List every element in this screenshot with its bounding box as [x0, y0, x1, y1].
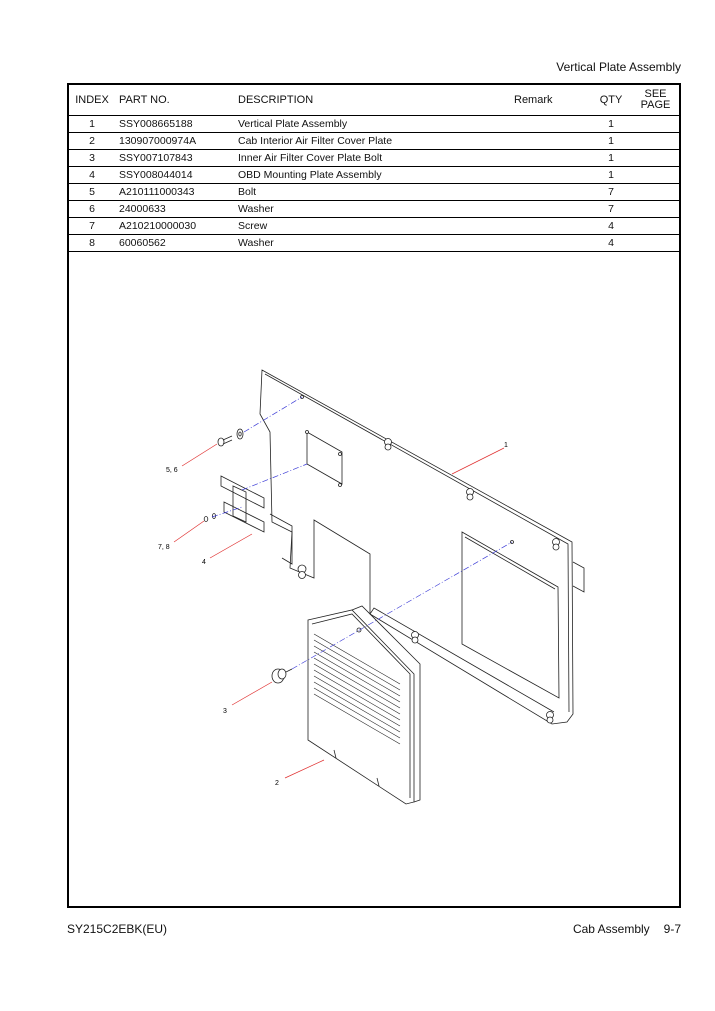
leader-56	[182, 444, 217, 466]
parts-list-frame	[67, 83, 681, 908]
col-header-description: DESCRIPTION	[234, 85, 504, 116]
cell-part-no: 130907000974A	[115, 133, 234, 150]
cell-qty: 7	[590, 184, 632, 201]
cell-description: OBD Mounting Plate Assembly	[234, 167, 504, 184]
cell-index: 2	[69, 133, 115, 150]
leader-1	[452, 448, 504, 474]
callout-2: 2	[275, 780, 279, 787]
cell-index: 8	[69, 235, 115, 252]
cell-description: Cab Interior Air Filter Cover Plate	[234, 133, 504, 150]
cell-description: Washer	[234, 235, 504, 252]
callout-leaders	[174, 444, 504, 778]
footer-right	[559, 922, 681, 936]
footer-section: Cab Assembly	[572, 922, 650, 936]
cell-index: 7	[69, 218, 115, 235]
cell-part-no: 60060562	[115, 235, 234, 252]
cell-description: Bolt	[234, 184, 504, 201]
filter-cover-drawing	[308, 606, 420, 804]
cell-description: Washer	[234, 201, 504, 218]
cell-part-no: SSY008044014	[115, 167, 234, 184]
plate-studs	[298, 396, 560, 724]
cell-part-no: A210210000030	[115, 218, 234, 235]
col-header-index: INDEX	[69, 85, 115, 116]
leader-3	[232, 682, 272, 705]
cell-part-no: 24000633	[115, 201, 234, 218]
cell-qty: 1	[590, 116, 632, 133]
assembly-axis-lines	[212, 397, 512, 669]
col-header-qty: QTY	[590, 85, 632, 116]
cell-index: 5	[69, 184, 115, 201]
cell-index: 4	[69, 167, 115, 184]
cell-index: 6	[69, 201, 115, 218]
callout-4: 4	[202, 559, 206, 566]
cell-index: 1	[69, 116, 115, 133]
cell-description: Screw	[234, 218, 504, 235]
cell-qty: 7	[590, 201, 632, 218]
cell-description: Inner Air Filter Cover Plate Bolt	[234, 150, 504, 167]
cell-description: Vertical Plate Assembly	[234, 116, 504, 133]
leader-78	[174, 521, 204, 542]
cell-qty: 1	[590, 133, 632, 150]
cell-part-no: SSY007107843	[115, 150, 234, 167]
cell-qty: 1	[590, 150, 632, 167]
obd-mounting-plate-drawing	[221, 476, 292, 564]
footer-model: SY215C2EBK(EU)	[67, 922, 168, 936]
axis-line-middle	[242, 464, 307, 490]
cell-qty: 1	[590, 167, 632, 184]
col-header-see-line2: PAGE	[640, 99, 671, 111]
axis-line-cover	[292, 542, 512, 669]
axis-line-upper	[244, 397, 302, 432]
cell-qty: 4	[590, 218, 632, 235]
footer-page-number: 9-7	[663, 922, 681, 936]
col-header-part-no: PART NO.	[115, 85, 234, 116]
filter-cover-bolt-drawing	[272, 669, 292, 683]
vertical-plate-drawing	[260, 370, 584, 724]
leader-2	[285, 760, 324, 778]
col-header-remark: Remark	[504, 85, 590, 116]
callout-3: 3	[223, 708, 227, 715]
callout-1: 1	[504, 442, 508, 449]
leader-4	[210, 534, 252, 558]
cell-index: 3	[69, 150, 115, 167]
callout-7-8: 7, 8	[158, 544, 170, 551]
page-header-title: Vertical Plate Assembly	[556, 60, 681, 74]
col-header-see-line1: SEE	[644, 88, 667, 100]
exploded-view-diagram	[69, 85, 679, 906]
callout-5-6: 5, 6	[166, 467, 178, 474]
axis-line-lower	[212, 507, 242, 517]
cell-qty: 4	[590, 235, 632, 252]
cell-part-no: SSY008665188	[115, 116, 234, 133]
cell-part-no: A210111000343	[115, 184, 234, 201]
